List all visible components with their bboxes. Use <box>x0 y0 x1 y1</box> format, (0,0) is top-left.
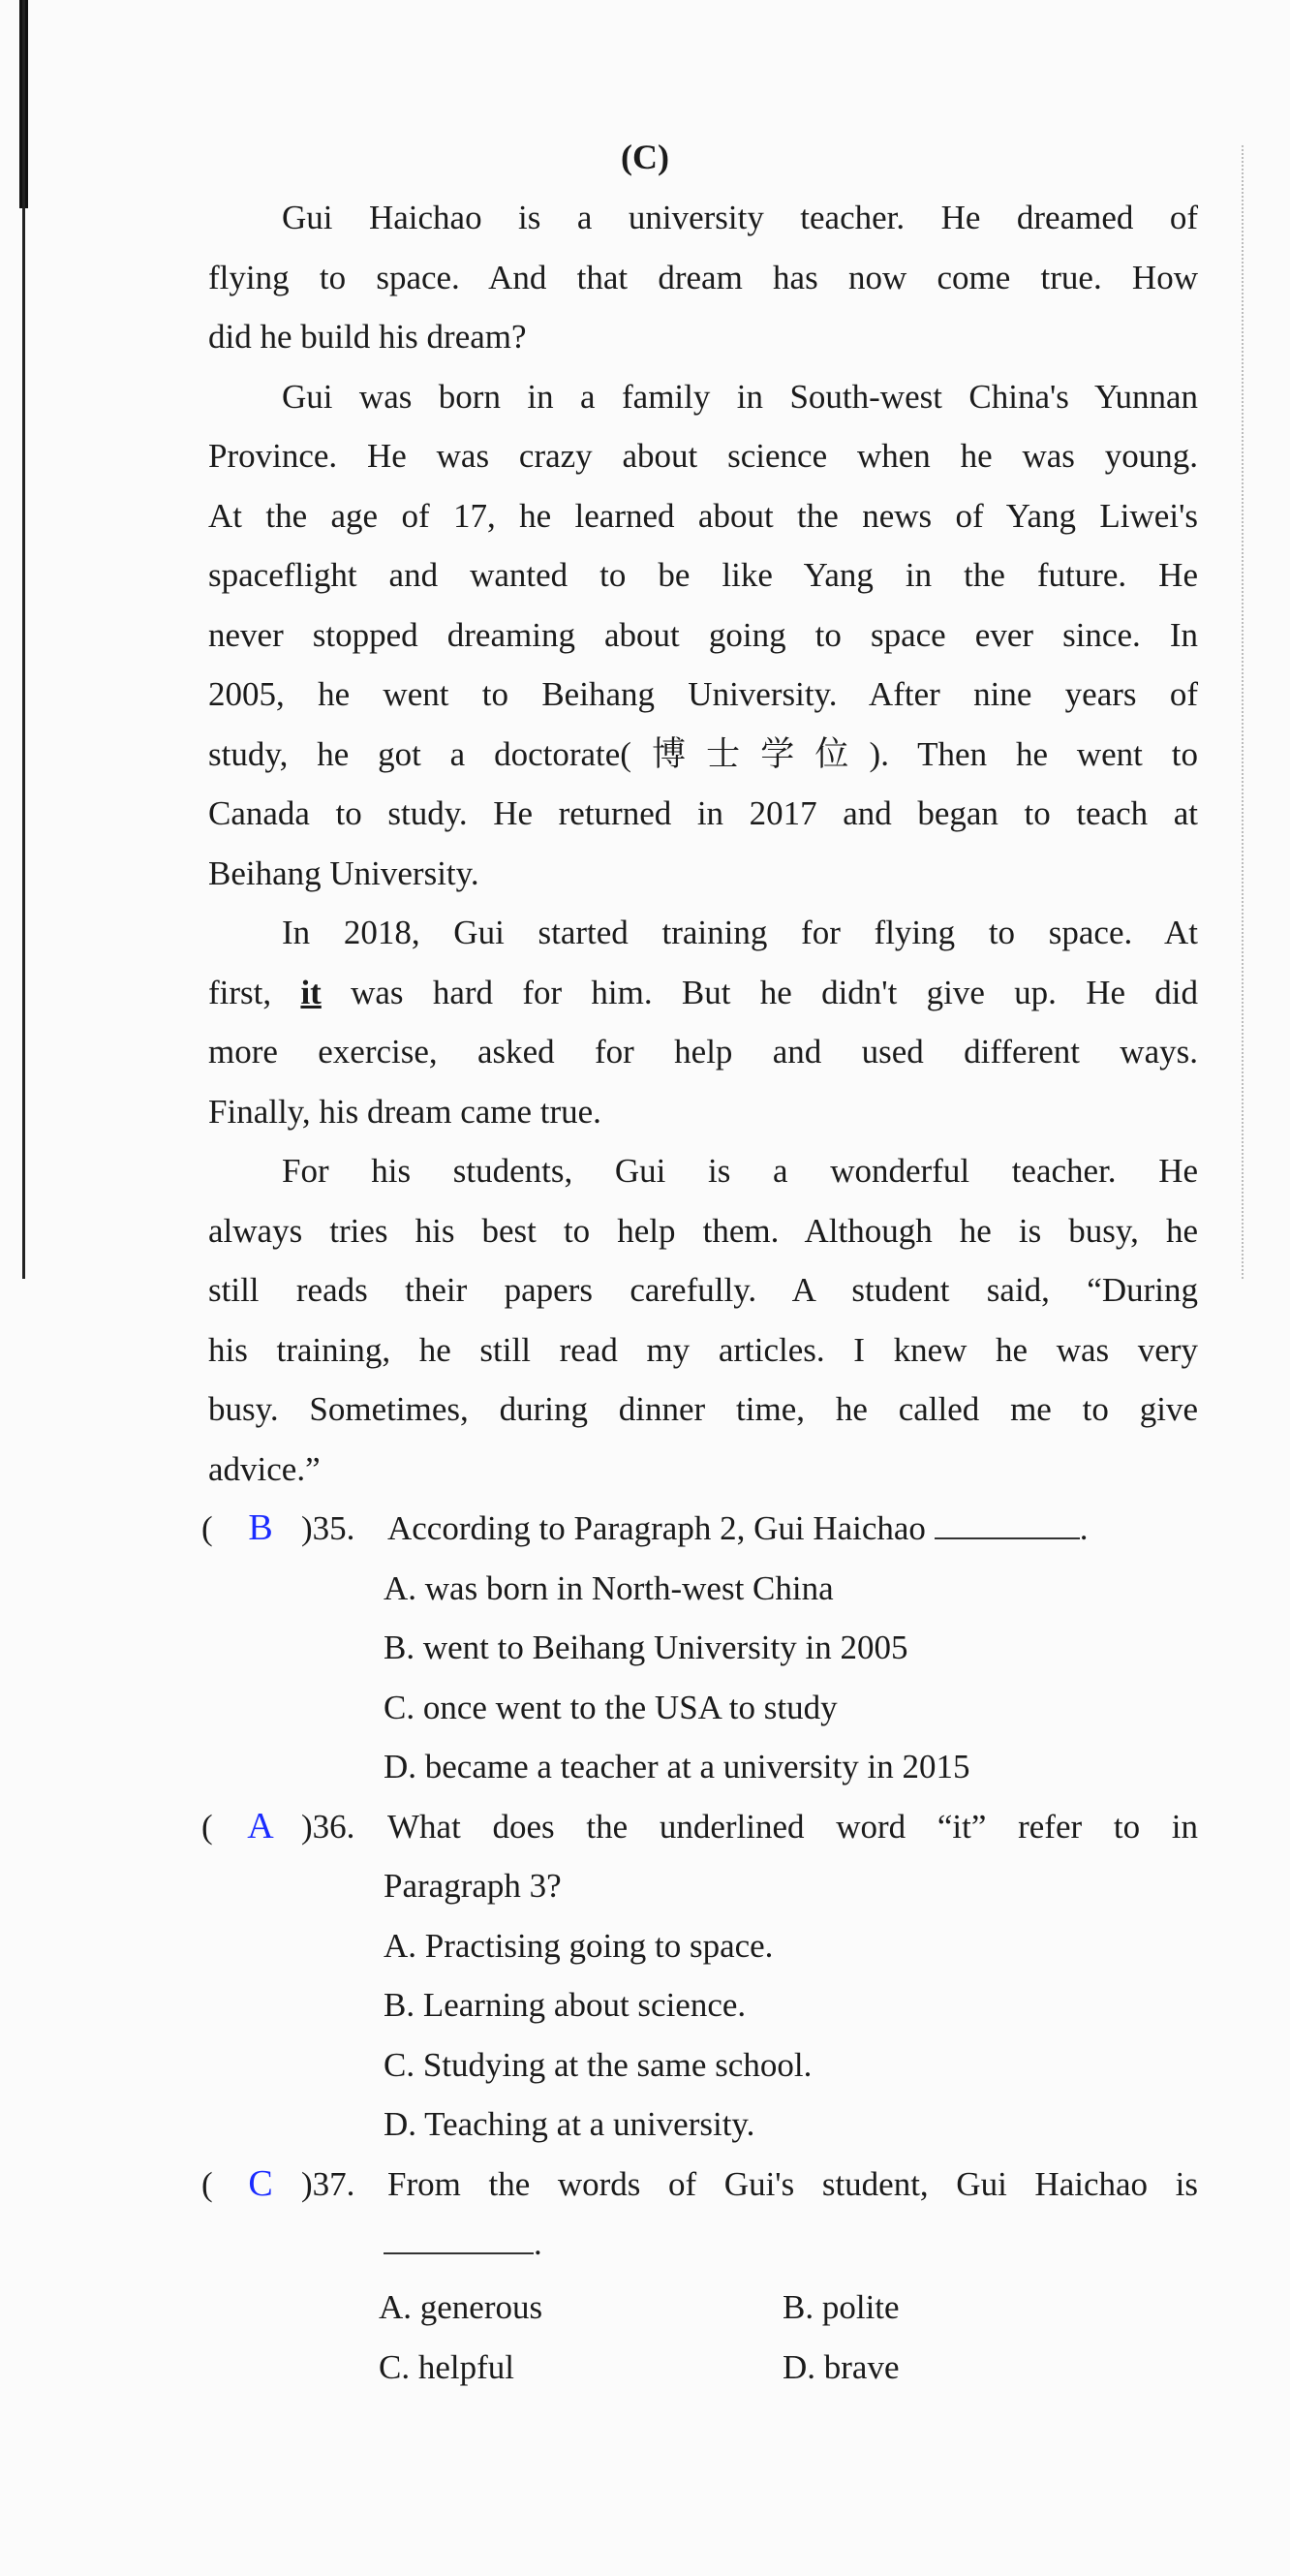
passage-line: flying to space. And that dream has now come true. How <box>208 258 1198 296</box>
paren: ( <box>201 1509 213 1547</box>
question-text: According to Paragraph 2, Gui Haichao . <box>387 1509 1089 1547</box>
passage-line: spaceflight and wanted to be like Yang in the future. He <box>208 556 1198 594</box>
option: D. Teaching at a university. <box>384 2105 755 2143</box>
passage-line: advice.” <box>208 1449 321 1488</box>
dotted-margin-line <box>1242 145 1244 1279</box>
answer-blank-line: . <box>208 2214 1198 2278</box>
passage-line: never stopped dreaming about going to space ever since. In <box>208 615 1198 654</box>
option: B. Learning about science. <box>384 1986 747 2024</box>
option: A. generous <box>379 2288 543 2326</box>
passage-line: his training, he still read my articles. I knew he was very <box>208 1330 1198 1369</box>
question-stem: According to Paragraph 2, Gui Haichao <box>387 1509 926 1547</box>
option: A. Practising going to space. <box>384 1926 774 1965</box>
passage-line <box>208 963 1198 1023</box>
passage-line: Canada to study. He returned in 2017 and began to teach at <box>208 794 1198 832</box>
passage-line: Gui was born in a family in South-west China's Yunnan <box>282 377 1198 416</box>
passage-line: study, he got a doctorate(博士学位). Then he went to <box>208 734 1198 773</box>
option: C. helpful <box>379 2347 514 2386</box>
option: C. once went to the USA to study <box>384 1688 838 1726</box>
question-36 <box>201 1797 1198 1857</box>
answer-letter: A <box>247 1805 274 1847</box>
passage-line: 2005, he went to Beihang University. After nine years of <box>208 675 1198 713</box>
option: C. Studying at the same school. <box>384 2045 813 2084</box>
option: D. brave <box>783 2347 900 2386</box>
page-edge-line <box>22 0 25 1279</box>
option: D. became a teacher at a university in 2015 <box>384 1748 970 1785</box>
passage-line: did he build his dream? <box>208 318 527 356</box>
passage-line: still reads their papers carefully. A student said, “During <box>208 1271 1198 1309</box>
answer-letter: B <box>248 1507 273 1548</box>
question-stem: From the words of Gui's student, Gui Haichao is <box>387 2164 1198 2203</box>
passage-line: Province. He was crazy about science when he was young. <box>208 437 1198 475</box>
answer-blank <box>935 1508 1080 1539</box>
option: A. was born in North-west China <box>384 1568 834 1607</box>
question-number: )37. <box>301 2164 355 2203</box>
passage-line: At the age of 17, he learned about the news of Yang Liwei's <box>208 496 1198 535</box>
option-row <box>208 2278 1198 2338</box>
question-stem-cont: Paragraph 3? <box>384 1867 562 1905</box>
passage-line: busy. Sometimes, during dinner time, he called me to give <box>208 1390 1198 1428</box>
passage-line: Gui Haichao is a university teacher. He dreamed of <box>282 199 1198 236</box>
passage-line: more exercise, asked for help and used different ways. <box>208 1033 1198 1071</box>
text: first, <box>208 973 272 1011</box>
question-number: )35. <box>301 1509 355 1547</box>
passage-line: Finally, his dream came true. <box>208 1092 601 1131</box>
underlined-word: it <box>300 973 322 1011</box>
passage-line: Beihang University. <box>208 853 479 892</box>
question-35 <box>201 1499 1198 1559</box>
text: was hard for him. But he didn't give up. He did <box>351 973 1199 1011</box>
question-stem: What does the underlined word “it” refer to in <box>387 1807 1198 1846</box>
option: B. went to Beihang University in 2005 <box>384 1629 908 1666</box>
passage-line: In 2018, Gui started training for flying to space. At <box>282 914 1198 951</box>
passage-line: always tries his best to help them. Although he is busy, he <box>208 1211 1198 1250</box>
paren: ( <box>201 2164 213 2203</box>
answer-letter: C <box>248 2162 273 2204</box>
section-title: (C) <box>621 138 669 176</box>
question-number: )36. <box>301 1807 355 1846</box>
option-row <box>208 2338 1198 2398</box>
paren: ( <box>201 1807 213 1846</box>
passage <box>201 188 1199 2397</box>
passage-line: For his students, Gui is a wonderful teacher. He <box>282 1152 1198 1190</box>
question-37 <box>201 2155 1198 2215</box>
answer-blank <box>384 2223 534 2254</box>
option: B. polite <box>783 2288 900 2326</box>
